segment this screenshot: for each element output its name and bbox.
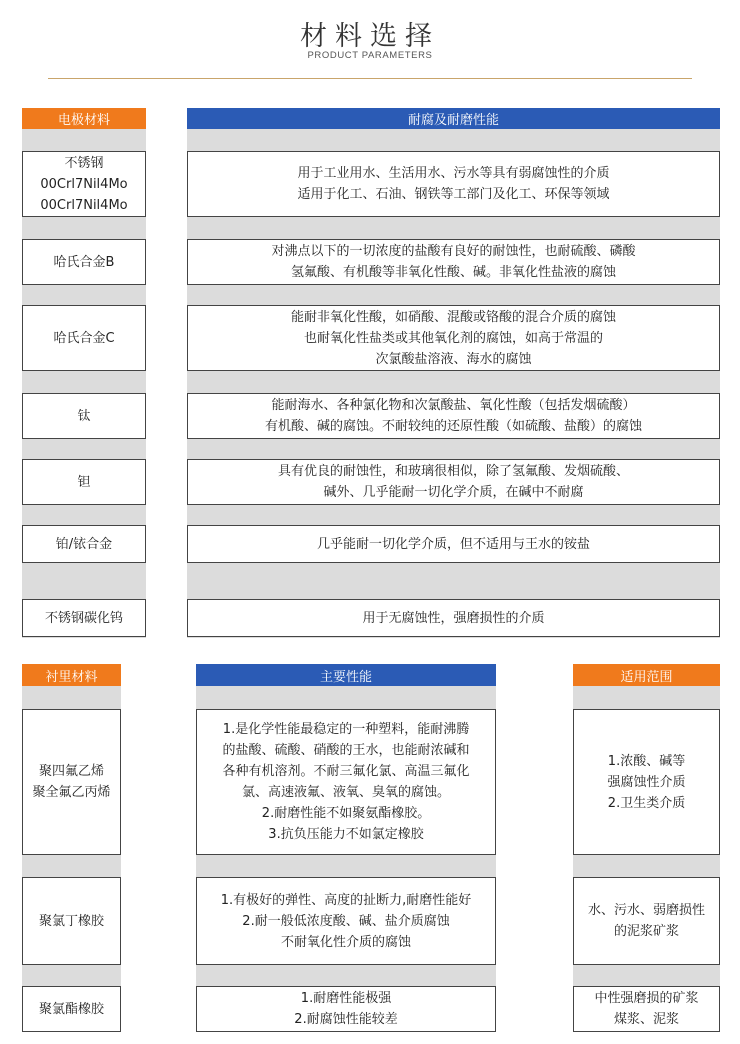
- lining-row-scope: 1.浓酸、碱等 强腐蚀性介质 2.卫生类介质: [573, 709, 720, 855]
- electrode-header-material: 电极材料: [22, 108, 146, 129]
- electrode-row-performance: 能耐海水、各种氯化物和次氯酸盐、氧化性酸（包括发烟硫酸） 有机酸、碱的腐蚀。不耐较纯的还原性酸（如硫酸、盐酸）的腐蚀: [187, 393, 720, 439]
- lining-row-performance: 1.耐磨性能极强 2.耐腐蚀性能较差: [196, 986, 496, 1032]
- electrode-column-gap: [146, 108, 187, 638]
- lining-header-performance: 主要性能: [196, 664, 496, 686]
- electrode-row-performance: 对沸点以下的一切浓度的盐酸有良好的耐蚀性，也耐硫酸、磷酸 氢氟酸、有机酸等非氧化性酸、碱。非氧化性盐液的腐蚀: [187, 239, 720, 285]
- electrode-row-material: 钽: [22, 459, 146, 505]
- lining-row-material: 聚氯酯橡胶: [22, 986, 121, 1032]
- electrode-row-performance: 具有优良的耐蚀性，和玻璃很相似，除了氢氟酸、发烟硫酸、 碱外、几乎能耐一切化学介质，在碱中不耐腐: [187, 459, 720, 505]
- page-title: 材料选择: [300, 21, 440, 52]
- page-subtitle: PRODUCT PARAMETERS: [307, 50, 433, 61]
- electrode-row-performance: 用于无腐蚀性，强磨损性的介质: [187, 599, 720, 637]
- electrode-row-material: 钛: [22, 393, 146, 439]
- lining-column-gap: [496, 664, 573, 1032]
- lining-row-material: 聚氯丁橡胶: [22, 877, 121, 965]
- title-divider: [48, 78, 692, 79]
- electrode-row-performance: 几乎能耐一切化学介质，但不适用与王水的铵盐: [187, 525, 720, 563]
- electrode-row-material: 不锈钢 00Crl7Nil4Mo 00Crl7Nil4Mo: [22, 151, 146, 217]
- electrode-row-material: 不锈钢碳化钨: [22, 599, 146, 637]
- lining-column-gap: [121, 664, 196, 1032]
- lining-row-material: 聚四氟乙烯 聚全氟乙丙烯: [22, 709, 121, 855]
- electrode-row-performance: 能耐非氧化性酸，如硝酸、混酸或铬酸的混合介质的腐蚀 也耐氧化性盐类或其他氧化剂的腐蚀，如高于常温的 次氯酸盐溶液、海水的腐蚀: [187, 305, 720, 371]
- lining-row-performance: 1.有极好的弹性、高度的扯断力,耐磨性能好 2.耐一般低浓度酸、碱、盐介质腐蚀 不耐氧化性介质的腐蚀: [196, 877, 496, 965]
- electrode-header-performance: 耐腐及耐磨性能: [187, 108, 720, 129]
- electrode-row-material: 哈氏合金B: [22, 239, 146, 285]
- electrode-row-material: 哈氏合金C: [22, 305, 146, 371]
- electrode-row-performance: 用于工业用水、生活用水、污水等具有弱腐蚀性的介质 适用于化工、石油、钢铁等工部门及化工、环保等领域: [187, 151, 720, 217]
- lining-header-material: 衬里材料: [22, 664, 121, 686]
- lining-row-scope: 中性强磨损的矿浆 煤浆、泥浆: [573, 986, 720, 1032]
- electrode-row-material: 铂/铱合金: [22, 525, 146, 563]
- lining-header-scope: 适用范围: [573, 664, 720, 686]
- lining-row-scope: 水、污水、弱磨损性 的泥浆矿浆: [573, 877, 720, 965]
- lining-row-performance: 1.是化学性能最稳定的一种塑料，能耐沸腾 的盐酸、硫酸、硝酸的王水，也能耐浓碱和 各种有机溶剂。不耐三氟化氯、高温三氟化 氯、高速液氟、液氧、臭氧的腐蚀。 2.耐磨性能不如聚氨酯橡胶。 3.抗负压能力不如氯定橡胶: [196, 709, 496, 855]
